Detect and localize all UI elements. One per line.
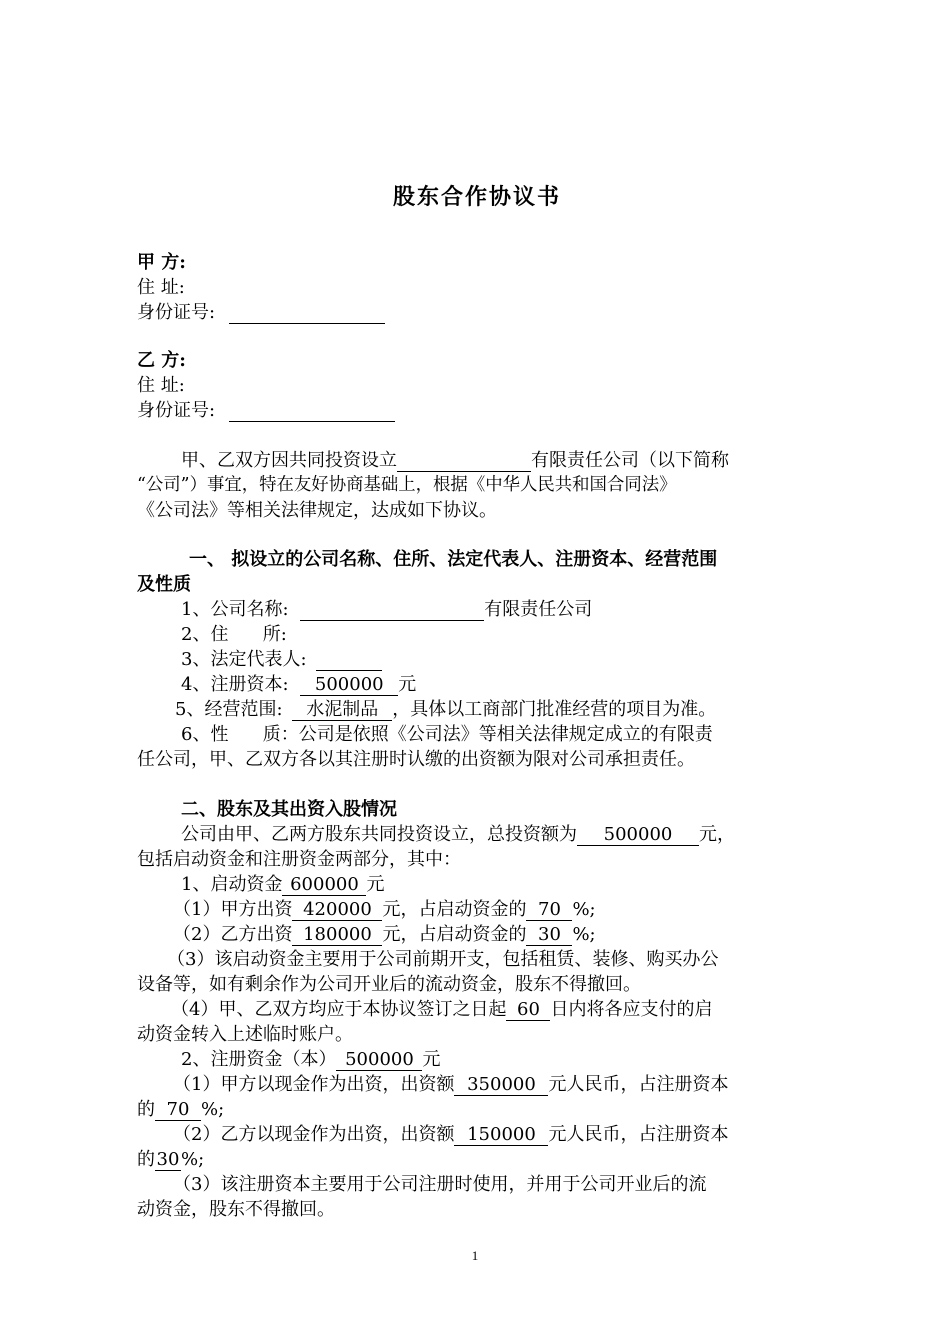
total-investment-row bbox=[137, 822, 817, 847]
party-a-address-label: 住 址: bbox=[137, 277, 185, 298]
party-b-block bbox=[137, 348, 817, 423]
party-a-id-label: 身份证号: bbox=[137, 302, 216, 323]
section-1-heading-b: 及性质 bbox=[137, 574, 191, 595]
party-a-reg-pct: 70 bbox=[155, 1100, 201, 1121]
party-b-reg-row bbox=[137, 1122, 817, 1147]
party-b-label: 乙 方: bbox=[137, 350, 186, 371]
scope-label: 5、经营范围: bbox=[175, 699, 283, 720]
company-name-row bbox=[137, 597, 817, 622]
party-b-id-blank bbox=[229, 401, 395, 422]
party-a-reg-of: 的 bbox=[137, 1099, 155, 1120]
scope-suffix: ，具体以工商部门批准经营的项目为准。 bbox=[392, 699, 717, 720]
party-a-reg-text: （1）甲方以现金作为出资，出资额 bbox=[173, 1074, 455, 1095]
company-name-field bbox=[300, 600, 484, 621]
section-2-heading: 二、股东及其出资入股情况 bbox=[181, 799, 397, 820]
party-a-reg-value: 350000 bbox=[454, 1075, 548, 1096]
startup-use-line-b: 设备等，如有剩余作为公司开业后的流动资金，股东不得撤回。 bbox=[137, 974, 641, 995]
party-a-label: 甲 方: bbox=[137, 252, 186, 273]
party-b-address-label: 住 址: bbox=[137, 375, 185, 396]
reg-use-line-a: （3）该注册资本主要用于公司注册时使用，并用于公司开业后的流 bbox=[173, 1174, 707, 1195]
intro-line-3: 《公司法》等相关法律规定，达成如下协议。 bbox=[137, 500, 497, 521]
total-investment-unit: 元， bbox=[699, 824, 735, 845]
party-a-startup-row bbox=[137, 897, 817, 922]
party-a-id-blank bbox=[229, 303, 385, 324]
party-a-reg-pct-row bbox=[137, 1097, 817, 1122]
party-b-reg-share-text: 元人民币，占注册资本 bbox=[548, 1124, 729, 1145]
pct-suffix: %; bbox=[201, 1099, 225, 1120]
intro-text-b: 有限责任公司（以下简称 bbox=[531, 450, 729, 471]
party-b-id-row bbox=[137, 398, 817, 423]
party-a-reg-row bbox=[137, 1072, 817, 1097]
scope-value: 水泥制品 bbox=[292, 700, 392, 721]
section-1 bbox=[137, 547, 817, 772]
page-title: 股东合作协议书 bbox=[392, 184, 561, 210]
reg-use-line-b: 动资金，股东不得撤回。 bbox=[137, 1199, 335, 1220]
startup-label: 1、启动资金 bbox=[181, 874, 283, 895]
scope-row bbox=[137, 697, 817, 722]
nature-line-a: 6、性 质：公司是依照《公司法》等相关法律规定成立的有限责 bbox=[181, 724, 713, 745]
capital-unit: 元 bbox=[398, 674, 417, 695]
deadline-row bbox=[137, 997, 817, 1022]
party-b-id-label: 身份证号: bbox=[137, 400, 216, 421]
party-b-startup-text: （2）乙方出资 bbox=[173, 924, 293, 945]
nature-line-b: 任公司，甲、乙双方各以其注册时认缴的出资额为限对公司承担责任。 bbox=[137, 749, 695, 770]
intro-text-a: 甲、乙双方因共同投资设立 bbox=[181, 450, 397, 471]
company-address-label: 2、住 所: bbox=[181, 624, 287, 645]
capital-label: 4、注册资本: bbox=[181, 674, 289, 695]
registered-capital-value: 500000 bbox=[336, 1050, 422, 1071]
deadline-days: 60 bbox=[506, 1000, 550, 1021]
party-a-startup-text: （1）甲方出资 bbox=[173, 899, 293, 920]
party-b-startup-row bbox=[137, 922, 817, 947]
section-1-heading-a: 一、 拟设立的公司名称、住所、法定代表人、注册资本、经营范围 bbox=[189, 549, 718, 570]
legal-rep-label: 3、法定代表人: bbox=[181, 649, 307, 670]
total-investment-value: 500000 bbox=[577, 825, 699, 846]
party-b-reg-pct-row bbox=[137, 1147, 817, 1172]
party-a-startup-value: 420000 bbox=[292, 900, 382, 921]
party-b-reg-value: 150000 bbox=[454, 1125, 548, 1146]
capital-value: 500000 bbox=[300, 675, 398, 696]
party-b-startup-pct: 30 bbox=[526, 925, 572, 946]
deadline-line-c: 动资金转入上述临时账户。 bbox=[137, 1024, 353, 1045]
registered-capital-row bbox=[137, 1047, 817, 1072]
party-b-startup-share-text: 元，占启动资金的 bbox=[382, 924, 527, 945]
startup-unit: 元 bbox=[366, 874, 385, 895]
capital-row bbox=[137, 672, 817, 697]
registered-capital-label: 2、注册资金（本） bbox=[181, 1049, 337, 1070]
page-number: 1 bbox=[471, 1248, 479, 1263]
section-2 bbox=[137, 797, 817, 1222]
total-investment-text: 公司由甲、乙两方股东共同投资设立，总投资额为 bbox=[181, 824, 577, 845]
party-a-startup-share-text: 元，占启动资金的 bbox=[382, 899, 527, 920]
company-name-blank bbox=[397, 451, 531, 472]
party-b-reg-of: 的 bbox=[137, 1149, 155, 1170]
company-name-suffix: 有限责任公司 bbox=[484, 599, 593, 620]
startup-use-line-a: （3）该启动资金主要用于公司前期开支，包括租赁、装修、购买办公 bbox=[167, 949, 719, 970]
intro-line-1 bbox=[137, 448, 817, 473]
deadline-text-a: （4）甲、乙双方均应于本协议签订之日起 bbox=[171, 999, 507, 1020]
registered-capital-unit: 元 bbox=[422, 1049, 441, 1070]
pct-suffix: %; bbox=[181, 1149, 205, 1170]
party-a-block bbox=[137, 250, 817, 325]
party-a-startup-pct: 70 bbox=[526, 900, 572, 921]
startup-value: 600000 bbox=[282, 875, 366, 896]
party-a-reg-share-text: 元人民币，占注册资本 bbox=[548, 1074, 729, 1095]
intro-paragraph bbox=[137, 448, 817, 523]
deadline-text-b: 日内将各应支付的启 bbox=[550, 999, 713, 1020]
legal-rep-field bbox=[316, 650, 382, 671]
party-b-reg-text: （2）乙方以现金作为出资，出资额 bbox=[173, 1124, 455, 1145]
pct-suffix: %; bbox=[572, 924, 596, 945]
party-a-id-row bbox=[137, 300, 817, 325]
company-name-label: 1、公司名称: bbox=[181, 599, 289, 620]
legal-rep-row bbox=[137, 647, 817, 672]
startup-row bbox=[137, 872, 817, 897]
party-b-startup-value: 180000 bbox=[292, 925, 382, 946]
intro-line-2: “公司”）事宜，特在友好协商基础上，根据《中华人民共和国合同法》 bbox=[137, 475, 677, 495]
total-investment-line-b: 包括启动资金和注册资金两部分，其中： bbox=[137, 849, 461, 870]
pct-suffix: %; bbox=[572, 899, 596, 920]
party-b-reg-pct: 30 bbox=[156, 1149, 180, 1170]
